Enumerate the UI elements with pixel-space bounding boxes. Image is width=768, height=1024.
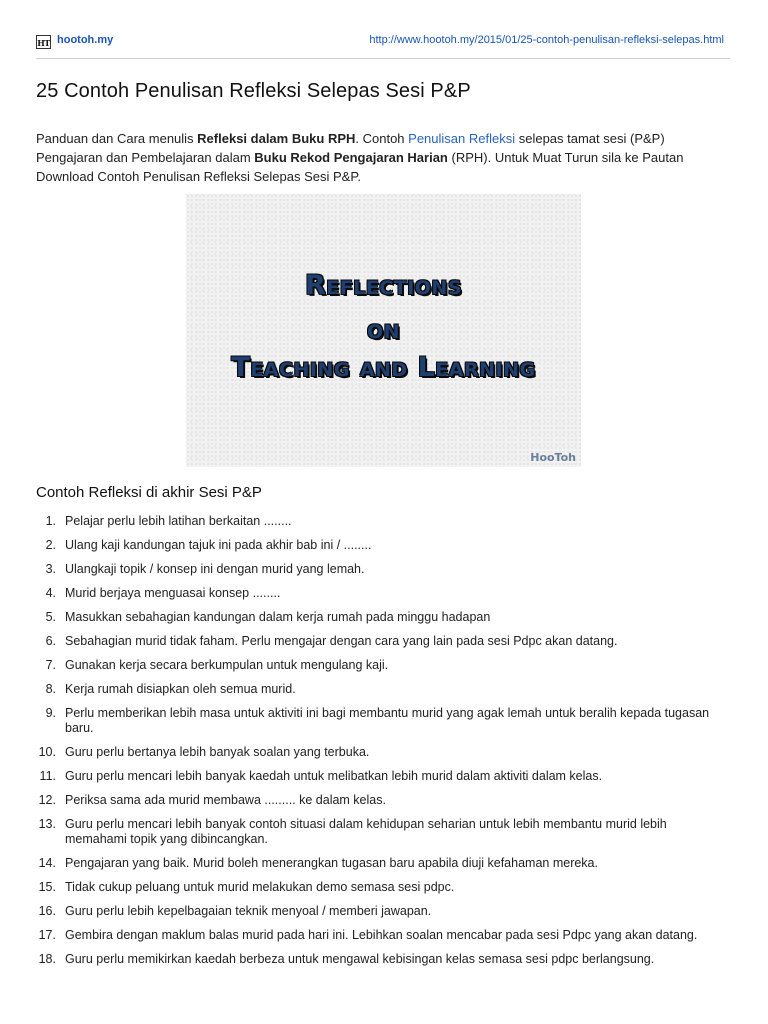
list-item-text: Murid berjaya menguasai konsep ........: [65, 586, 281, 600]
list-item-number: 17.: [38, 928, 56, 942]
list-item-number: 9.: [45, 706, 56, 720]
penulisan-refleksi-link[interactable]: Penulisan Refleksi: [408, 131, 516, 146]
list-item: [36, 658, 730, 673]
hero-line-3: Teaching and Learning: [231, 352, 536, 383]
list-item-number: 6.: [45, 634, 56, 648]
page-header: [36, 30, 730, 59]
list-item: [36, 880, 730, 895]
list-item: [36, 904, 730, 919]
list-item-number: 14.: [38, 856, 56, 870]
list-item-text: Pelajar perlu lebih latihan berkaitan ........: [65, 514, 292, 528]
list-item-text: Tidak cukup peluang untuk murid melakukan demo semasa sesi pdpc.: [65, 880, 455, 894]
list-item-text: Guru perlu mencari lebih banyak contoh situasi dalam kehidupan seharian untuk lebih membantu murid lebih memahami topik yang dibincangkan.: [65, 817, 667, 846]
list-item-number: 11.: [39, 769, 56, 783]
intro-text-4: (RPH). Untuk Muat Turun sila ke Pautan Download Contoh Penulisan Refleksi Selepas Sesi P&P.: [36, 150, 684, 184]
list-item-text: Perlu memberikan lebih masa untuk aktiviti ini bagi membantu murid yang agak lemah untuk beralih kepada tugasan baru.: [65, 706, 710, 735]
list-item-number: 5.: [45, 610, 56, 624]
list-item-number: 3.: [45, 562, 56, 576]
list-item-number: 4.: [45, 586, 56, 600]
list-item-text: Ulang kaji kandungan tajuk ini pada akhir bab ini / ........: [65, 538, 372, 552]
list-item-text: Guru perlu mencari lebih banyak kaedah untuk melibatkan lebih murid dalam aktiviti dalam kelas.: [65, 769, 603, 783]
list-item-number: 16.: [38, 904, 56, 918]
intro-bold-2: Buku Rekod Pengajaran Harian: [254, 150, 448, 165]
section-title: Contoh Refleksi di akhir Sesi P&P: [36, 484, 262, 501]
hero-line-1: Reflections: [304, 270, 463, 301]
list-item-number: 13.: [38, 817, 56, 831]
list-item-text: Sebahagian murid tidak faham. Perlu mengajar dengan cara yang lain pada sesi Pdpc akan datang.: [65, 634, 618, 648]
page-url-link[interactable]: http://www.hootoh.my/2015/01/25-contoh-penulisan-refleksi-selepas.html: [369, 34, 724, 46]
list-item-text: Guru perlu bertanya lebih banyak soalan yang terbuka.: [65, 745, 370, 759]
intro-paragraph: [36, 129, 726, 186]
list-item-text: Guru perlu memikirkan kaedah berbeza untuk mengawal kebisingan kelas semasa sesi pdpc berlangsung.: [65, 952, 655, 966]
intro-text-2: . Contoh: [355, 131, 409, 146]
list-item-text: Guru perlu lebih kepelbagaian teknik menyoal / memberi jawapan.: [65, 904, 432, 918]
list-item-number: 15.: [38, 880, 56, 894]
list-item-text: Masukkan sebahagian kandungan dalam kerja rumah pada minggu hadapan: [65, 610, 491, 624]
list-item-text: Kerja rumah disiapkan oleh semua murid.: [65, 682, 296, 696]
list-item-text: Gunakan kerja secara berkumpulan untuk mengulang kaji.: [65, 658, 389, 672]
list-item-text: Pengajaran yang baik. Murid boleh menerangkan tugasan baru apabila diuji kefahaman mereka.: [65, 856, 598, 870]
intro-text-3: selepas tamat sesi (P&P) Pengajaran dan Pembelajaran dalam: [36, 131, 665, 165]
intro-bold-1: Refleksi dalam Buku RPH: [197, 131, 356, 146]
hero-image: [186, 194, 581, 467]
list-item: [36, 610, 730, 625]
list-item: [36, 817, 730, 847]
page-title: 25 Contoh Penulisan Refleksi Selepas Sesi P&P: [36, 80, 471, 102]
list-item: [36, 562, 730, 577]
list-item-number: 10.: [38, 745, 56, 759]
list-item: [36, 538, 730, 553]
list-item: [36, 856, 730, 871]
list-item-number: 8.: [45, 682, 56, 696]
list-item: [36, 682, 730, 697]
intro-text-1: Panduan dan Cara menulis: [36, 131, 198, 146]
list-item: [36, 634, 730, 649]
list-item: [36, 952, 730, 967]
hero-watermark: HooToh: [530, 451, 576, 464]
site-name-link[interactable]: hootoh.my: [57, 34, 114, 46]
list-item-number: 12.: [38, 793, 56, 807]
list-item: [36, 928, 730, 943]
hero-line-2: on: [366, 314, 401, 345]
list-item-number: 7.: [45, 658, 56, 672]
site-logo-icon[interactable]: HT: [36, 35, 51, 49]
list-item: [36, 793, 730, 808]
list-item: [36, 745, 730, 760]
list-item: [36, 706, 730, 736]
list-item-number: 18.: [38, 952, 56, 966]
reflection-list: [36, 514, 730, 976]
list-item: [36, 514, 730, 529]
list-item: [36, 769, 730, 784]
list-item-number: 1.: [45, 514, 56, 528]
list-item: [36, 586, 730, 601]
list-item-text: Ulangkaji topik / konsep ini dengan murid yang lemah.: [65, 562, 365, 576]
list-item-text: Periksa sama ada murid membawa ......... ke dalam kelas.: [65, 793, 386, 807]
list-item-text: Gembira dengan maklum balas murid pada hari ini. Lebihkan soalan mencabar pada sesi Pdpc yang akan datang.: [65, 928, 698, 942]
list-item-number: 2.: [45, 538, 56, 552]
